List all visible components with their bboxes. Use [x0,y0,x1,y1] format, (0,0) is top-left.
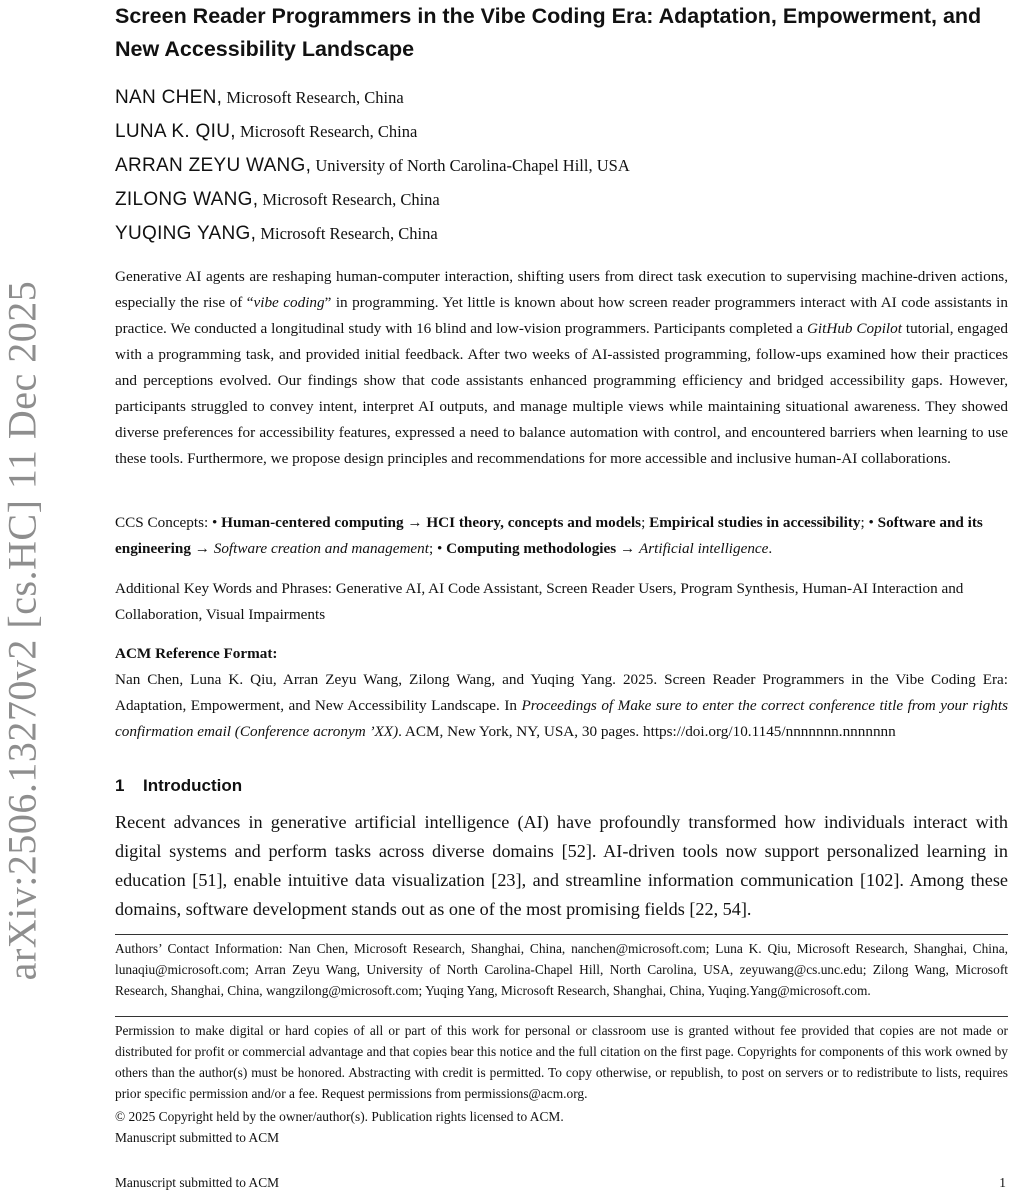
author-entry [115,222,1008,256]
footer-manuscript: Manuscript submitted to ACM [115,1175,280,1190]
author-affiliation: Microsoft Research, China [239,122,418,141]
ccs-concept: Computing methodologies [446,540,617,557]
ccs-end: . [768,540,773,557]
copyright-line: © 2025 Copyright held by the owner/author(s). Publication rights licensed to ACM. [115,1109,564,1124]
reference-venue: Proceedings of Make sure to enter the correct conference title from your rights confirmation email (Conference acronym ’XX) [115,697,1008,740]
section-heading [115,774,242,798]
author-name: YUQING YANG, [115,223,257,244]
footnote-divider [115,934,1008,935]
arxiv-id: arXiv:2506.13270v2 [cs.HC] 11 Dec 2025 [0,280,45,980]
contact-info: Authors’ Contact Information: Nan Chen, Microsoft Research, Shanghai, China, nanchen@microsoft.com; Luna K. Qiu, Microsoft Research, Shanghai, China, lunaqiu@microsoft.com; Arran Zeyu Wang, University of North Carolina-Chapel Hill, North Carolina, USA, zeyuwang@cs.unc.edu; Zilong Wang, Microsoft Research, Shanghai, China, wangzilong@microsoft.com; Yuqing Yang, Microsoft Research, Shanghai, China, Yuqing.Yang@microsoft.com. [115,941,1008,998]
section-number: 1 [115,776,125,795]
abstract-copilot: GitHub Copilot [806,320,902,337]
ccs-separator: ; • [428,540,447,557]
intro-paragraph: Recent advances in generative artificial intelligence (AI) have profoundly transformed how individuals interact with digital systems and perform tasks across diverse domains [52]. AI-driven tools now support personalized learning in education [51], enable intuitive data visualization [23], and streamline information communication [102]. Among these domains, software development stands out as one of the most promising fields [22, 54]. [115,812,1008,919]
reference-text: . ACM, New York, NY, USA, 30 pages. https://doi.org/10.1145/nnnnnnn.nnnnnnn [398,723,896,740]
author-name: ZILONG WANG, [115,189,259,210]
author-name: NAN CHEN, [115,87,223,108]
abstract-text: tutorial, engaged with a programming task, and provided initial feedback. After two weeks of AI-assisted programming, follow-ups examined how their practices and perceptions evolved. Our findings show that code assistants enhanced programming efficiency and bridged accessibility gaps. However, participants struggled to convey intent, interpret AI outputs, and manage multiple views while maintaining situational awareness. They showed diverse preferences for accessibility features, expressed a need to balance automation with control, and encountered barriers when learning to use these tools. Furthermore, we propose design principles and recommendations for more accessible and inclusive human-AI collaborations. [115,320,1008,467]
abstract-text: ” in programming. Yet little is known about how screen reader programmers interact with AI code assistants in practice. We conducted a longitudinal study with 16 blind and low-vision programmers. Participants completed a [115,294,1008,337]
ccs-arrow: → [190,540,214,557]
author-affiliation: University of North Carolina-Chapel Hill, USA [315,156,630,175]
permission-notice: Permission to make digital or hard copies of all or part of this work for personal or classroom use is granted without fee provided that copies are not made or distributed for profit or commercial advantage and that copies bear this notice and the full citation on the first page. Copyrights for components of this work owned by others than the author(s) must be honored. Abstracting with credit is permitted. To copy otherwise, or republish, to post on servers or to redistribute to lists, requires prior specific permission and/or a fee. Request permissions from permissions@acm.org. [115,1023,1008,1101]
author-entry [115,154,1008,188]
ccs-separator: ; • [860,514,878,531]
ccs-concept: HCI theory, concepts and models [426,514,642,531]
ccs-label: CCS Concepts: • [115,514,222,531]
reference-heading: ACM Reference Format: [115,645,278,662]
arxiv-stamp [0,262,44,998]
author-entry [115,120,1008,154]
author-name: ARRAN ZEYU WANG, [115,155,312,176]
author-list [115,86,1008,256]
ccs-separator: ; [641,514,650,531]
paper-title: Screen Reader Programmers in the Vibe Coding Era: Adaptation, Empowerment, and New Accessibility Landscape [115,4,982,61]
author-entry [115,86,1008,120]
keywords: Additional Key Words and Phrases: Generative AI, AI Code Assistant, Screen Reader Users, Program Synthesis, Human-AI Interaction and Collaboration, Visual Impairments [115,580,964,623]
ccs-concept: Human-centered computing [221,514,404,531]
reference-text: Nan Chen, Luna K. Qiu, Arran Zeyu Wang, Zilong Wang, and Yuqing Yang. 2025. Screen Reader Programmers in the Vibe Coding Era: Adaptation, Empowerment, and New Accessibility Landscape. In [115,671,1008,714]
ccs-arrow: → [616,540,639,557]
ccs-concept: Empirical studies in accessibility [649,514,861,531]
abstract [115,264,1008,472]
ccs-concept: Software and its engineering [115,514,983,557]
abstract-text: Generative AI agents are reshaping human-computer interaction, shifting users from direct task execution to supervising machine-driven actions, especially the rise of “ [115,268,1008,311]
author-affiliation: Microsoft Research, China [226,88,404,107]
ccs-arrow: → [403,514,427,531]
author-affiliation: Microsoft Research, China [262,190,440,209]
page-number: 1 [999,1175,1006,1190]
permission-divider [115,1016,1008,1017]
author-name: LUNA K. QIU, [115,121,236,142]
abstract-vibe-coding: vibe coding [253,294,325,311]
ccs-concepts [115,510,1008,562]
section-title: Introduction [143,776,243,795]
author-entry [115,188,1008,222]
manuscript-note: Manuscript submitted to ACM [115,1130,280,1145]
author-affiliation: Microsoft Research, China [260,224,438,243]
ccs-concept: Artificial intelligence [638,540,769,557]
ccs-concept: Software creation and management [213,540,429,557]
reference-format [115,667,1008,745]
